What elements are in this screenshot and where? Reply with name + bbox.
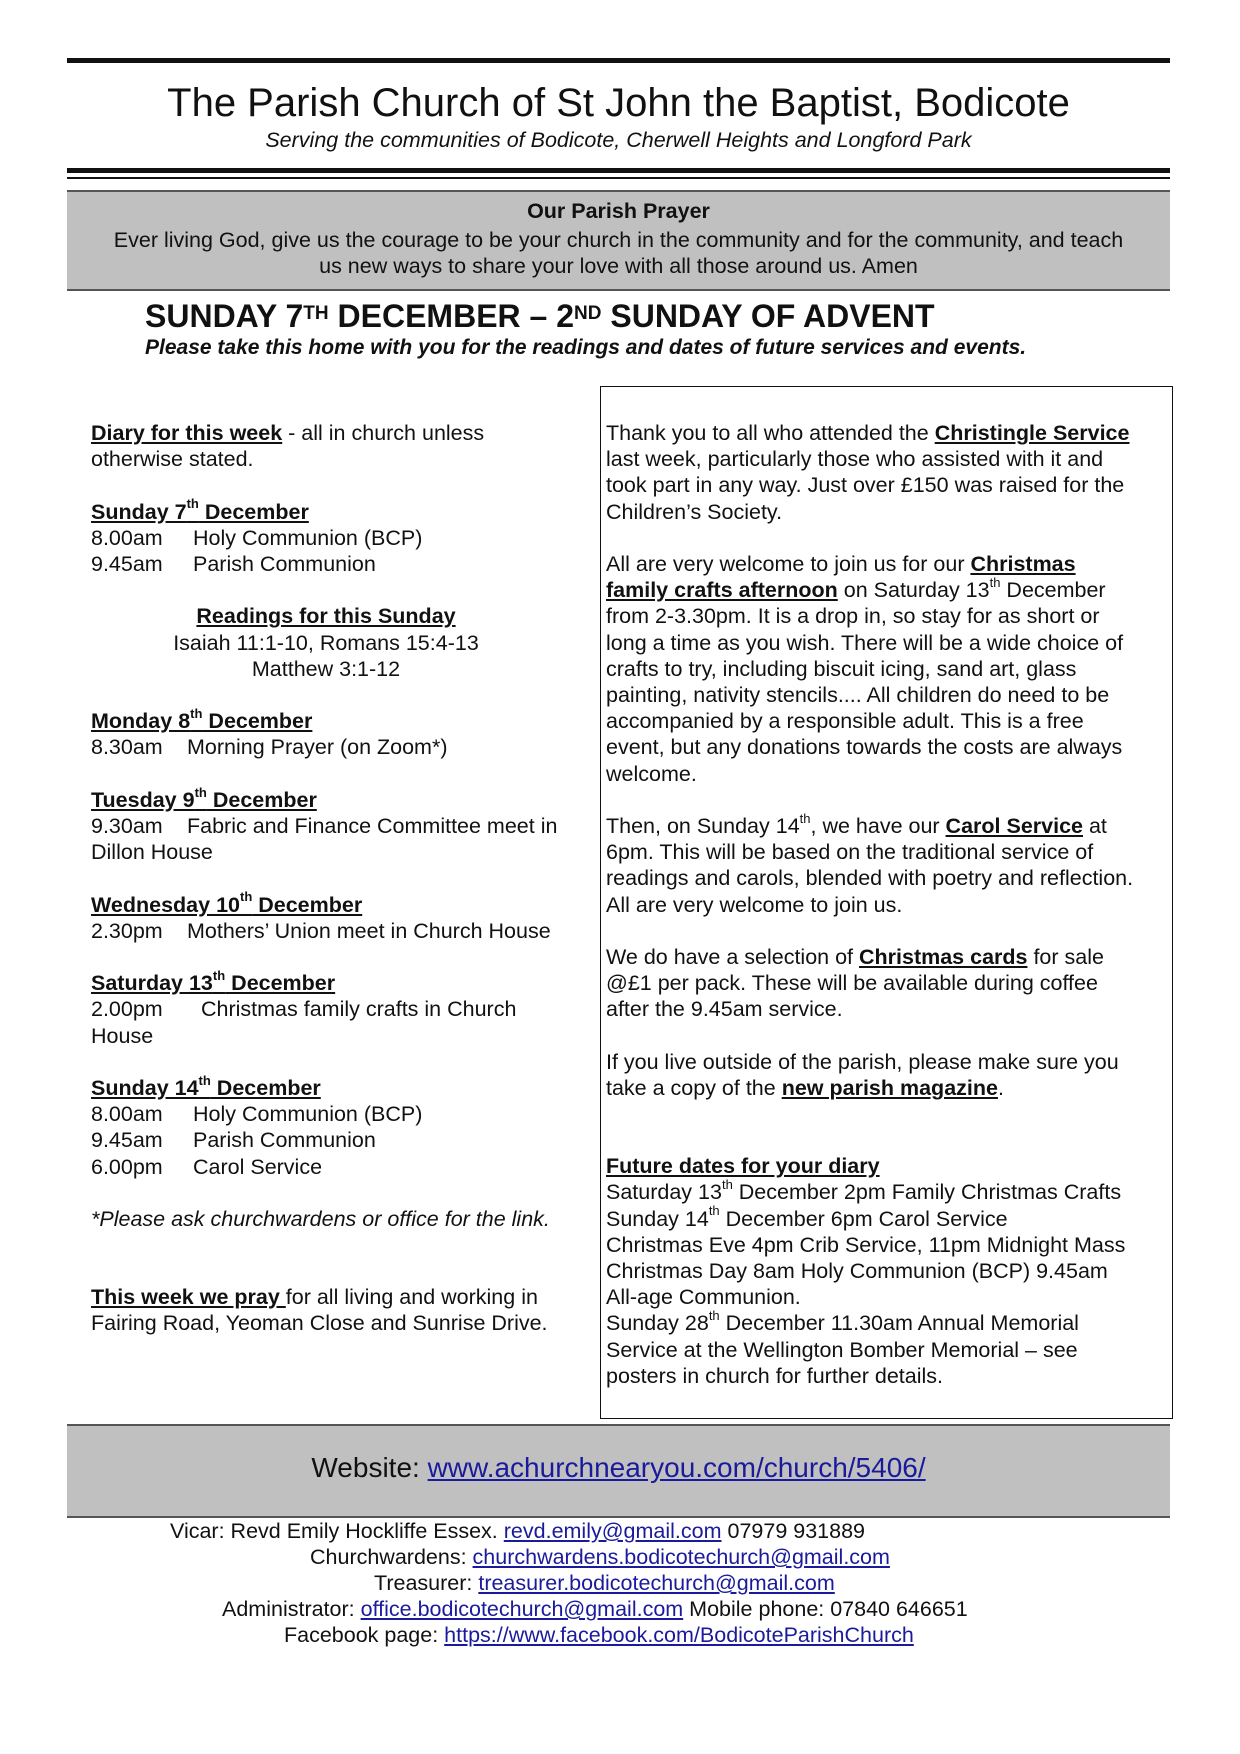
- headline-tagline: Please take this home with you for the readings and dates of future services and events.: [145, 336, 1027, 359]
- christmas-cards-link: Christmas cards: [858, 945, 1028, 970]
- day-heading: Monday 8th December: [91, 706, 313, 734]
- diary-column: [91, 420, 591, 1337]
- christingle-link: Christingle Service: [934, 421, 1130, 445]
- parish-prayer-box: [67, 190, 1170, 291]
- admin-email-link[interactable]: office.bodicotechurch@gmail.com: [360, 1597, 684, 1621]
- treasurer-email-link[interactable]: treasurer.bodicotechurch@gmail.com: [478, 1571, 835, 1595]
- event-time: 9.30am: [91, 813, 163, 838]
- event-time: 9.45am: [91, 1128, 163, 1153]
- page-title: The Parish Church of St John the Baptist, Bodicote: [167, 81, 1070, 125]
- event-text: Carol Service: [193, 1154, 323, 1179]
- diary-intro-line-2: otherwise stated.: [91, 447, 254, 472]
- diary-day-saturday-13: [91, 970, 591, 1049]
- readings-block: [91, 603, 561, 682]
- headline-part-1: SUNDAY 7: [145, 298, 304, 334]
- crafts-link-b: family crafts afternoon: [606, 578, 838, 603]
- header-rule-thin: [67, 177, 1170, 179]
- contact-facebook: Facebook page: https://www.facebook.com/BodicoteParishChurch: [284, 1623, 914, 1647]
- event-text: Morning Prayer (on Zoom*): [187, 735, 448, 760]
- diary-intro: [91, 420, 591, 472]
- event-text: Holy Communion (BCP): [193, 1102, 423, 1127]
- headline-sup-1: TH: [303, 303, 329, 324]
- future-dates-heading: Future dates for your diary: [606, 1154, 880, 1179]
- contact-administrator: Administrator: office.bodicotechurch@gmail.com Mobile phone: 07840 646651: [222, 1597, 968, 1621]
- pray-text: for all living and working in: [285, 1285, 538, 1310]
- vicar-email-link[interactable]: revd.emily@gmail.com: [503, 1519, 722, 1543]
- event-text-cont: House: [91, 1023, 154, 1048]
- zoom-note: [91, 1206, 591, 1232]
- parish-magazine-link: new parish magazine: [781, 1076, 998, 1101]
- zoom-note-text: *Please ask churchwardens or office for the link.: [91, 1206, 550, 1231]
- event-time: 8.00am: [91, 525, 163, 550]
- prayer-line-1: Ever living God, give us the courage to be your church in the community and for the community, and teach: [113, 228, 1124, 252]
- diary-day-sunday-7: [91, 496, 591, 578]
- diary-day-sunday-14: [91, 1072, 591, 1180]
- headline-part-2: DECEMBER – 2: [328, 298, 575, 334]
- contact-treasurer: Treasurer: treasurer.bodicotechurch@gmail.com: [374, 1571, 835, 1595]
- readings-line-2: Matthew 3:1-12: [251, 656, 401, 681]
- readings-heading: Readings for this Sunday: [196, 604, 456, 629]
- website-line: [67, 1426, 1170, 1484]
- notice-parish-magazine: If you live outside of the parish, please make sure you take a copy of the new parish magazine.: [606, 1049, 1119, 1101]
- page-subtitle: Serving the communities of Bodicote, Cherwell Heights and Longford Park: [265, 128, 972, 152]
- diary-heading: Diary for this week: [91, 421, 283, 445]
- notices-column: [606, 420, 1171, 1389]
- event-time: 6.00pm: [91, 1154, 163, 1179]
- website-bar: [67, 1424, 1170, 1518]
- headline-sup-2: ND: [574, 303, 602, 324]
- header-rule-thick: [67, 168, 1170, 173]
- prayer-line-2: us new ways to share your love with all those around us. Amen: [319, 254, 918, 278]
- event-time: 9.45am: [91, 552, 163, 576]
- facebook-link[interactable]: https://www.facebook.com/BodicoteParishChurch: [444, 1623, 914, 1647]
- notice-christingle: Thank you to all who attended the Christingle Service last week, particularly those who assisted with it and took part in any way. Just over £150 was raised for the Children’s Society.: [606, 421, 1130, 524]
- carol-service-link: Carol Service: [945, 814, 1083, 839]
- top-rule: [67, 58, 1170, 63]
- readings-line-1: Isaiah 11:1-10, Romans 15:4-13: [173, 630, 479, 655]
- day-heading: Saturday 13th December: [91, 968, 336, 996]
- pray-label: This week we pray: [91, 1285, 286, 1310]
- event-text: Parish Communion: [193, 1128, 376, 1153]
- website-link[interactable]: www.achurchnearyou.com/church/5406/: [427, 1452, 926, 1483]
- prayer-heading: Our Parish Prayer: [527, 199, 710, 223]
- crafts-link-a: Christmas: [970, 552, 1076, 576]
- notice-crafts-afternoon: All are very welcome to join us for our Christmas family crafts afternoon on Saturday 13th December from 2-3.30pm. It is a drop in, so stay for as short or long a time as you wish. There will be a wide choice of crafts to try, including biscuit icing, sand art, glass painting, nativity stencils.... All children do need to be accompanied by a responsible adult. This is a free event, but any donations towards the costs are always welcome.: [606, 552, 1124, 786]
- contact-churchwardens: Churchwardens: churchwardens.bodicotechurch@gmail.com: [310, 1545, 890, 1569]
- notice-carol-service: Then, on Sunday 14th, we have our Carol Service at 6pm. This will be based on the traditional service of readings and carols, blended with poetry and reflection. All are very welcome to join us.: [606, 810, 1134, 917]
- day-heading: Tuesday 9th December: [91, 784, 317, 812]
- event-text: Holy Communion (BCP): [193, 525, 423, 550]
- event-text: Mothers’ Union meet in Church House: [187, 918, 551, 943]
- day-heading: Wednesday 10th December: [91, 889, 363, 917]
- website-label: Website:: [311, 1452, 428, 1483]
- headline-part-3: SUNDAY OF ADVENT: [601, 298, 935, 334]
- future-dates: Future dates for your diary Saturday 13th December 2pm Family Christmas Crafts Sunday 14th December 6pm Carol Service Christmas Eve 4pm Crib Service, 11pm Midnight Mass Christmas Day 8am Holy Communion (BCP) 9.45am All-age Communion. Sunday 28th December 11.30am Annual Memorial Service at the Wellington Bomber Memorial – see posters in church for further details.: [606, 1154, 1126, 1388]
- prayer-text: [67, 224, 1170, 279]
- event-text: Fabric and Finance Committee meet in: [187, 813, 558, 838]
- diary-day-monday-8: [91, 708, 591, 760]
- diary-intro-text: - all in church unless: [282, 421, 485, 445]
- event-text-cont: Dillon House: [91, 840, 213, 865]
- diary-day-tuesday-9: [91, 784, 591, 866]
- diary-day-wednesday-10: [91, 889, 591, 944]
- pray-text-cont: Fairing Road, Yeoman Close and Sunrise Drive.: [91, 1311, 548, 1336]
- day-heading: Sunday 7th December: [91, 496, 309, 524]
- event-time: 8.00am: [91, 1102, 163, 1127]
- event-time: 2.00pm: [91, 997, 163, 1022]
- churchwardens-email-link[interactable]: churchwardens.bodicotechurch@gmail.com: [472, 1545, 890, 1569]
- day-heading: Sunday 14th December: [91, 1072, 321, 1100]
- prayer-intentions: [91, 1284, 591, 1336]
- event-text: Christmas family crafts in Church: [201, 997, 517, 1022]
- notice-christmas-cards: We do have a selection of Christmas cards for sale @£1 per pack. These will be available during coffee after the 9.45am service.: [606, 945, 1104, 1022]
- event-time: 2.30pm: [91, 918, 163, 943]
- contact-vicar: Vicar: Revd Emily Hockliffe Essex. revd.emily@gmail.com 07979 931889: [170, 1519, 866, 1543]
- event-time: 8.30am: [91, 735, 163, 760]
- service-headline: [145, 297, 935, 335]
- event-text: Parish Communion: [193, 552, 376, 576]
